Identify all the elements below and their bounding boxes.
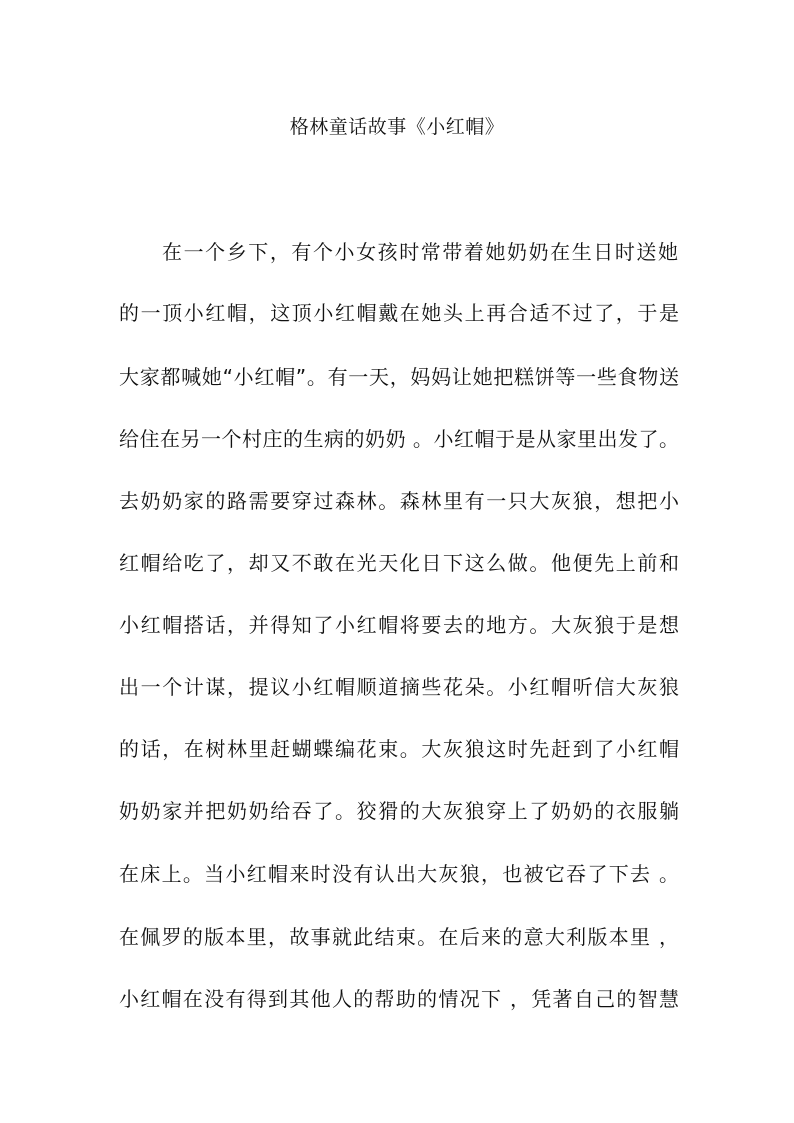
body-line-12: 在佩罗的版本里，故事就此结束。在后来的意大利版本里 ， xyxy=(119,925,679,949)
body-line-6: 红帽给吃了，却又不敢在光天化日下这么做。他便先上前和 xyxy=(119,551,679,575)
body-line-10: 奶奶家并把奶奶给吞了。狡猾的大灰狼穿上了奶奶的衣服躺 xyxy=(119,799,679,823)
body-line-11: 在床上。当小红帽来时没有认出大灰狼，也被它吞了下去 。 xyxy=(119,862,679,886)
body-line-4: 给住在另一个村庄的生病的奶奶 。小红帽于是从家里出发了。 xyxy=(119,427,679,451)
body-line-5: 去奶奶家的路需要穿过森林。森林里有一只大灰狼，想把小 xyxy=(119,489,679,513)
body-line-7: 小红帽搭话，并得知了小红帽将要去的地方。大灰狼于是想 xyxy=(119,613,679,637)
document-title: 格林童话故事《小红帽》 xyxy=(289,116,505,138)
body-line-2: 的一顶小红帽，这顶小红帽戴在她头上再合适不过了，于是 xyxy=(119,301,679,325)
body-line-13: 小红帽在没有得到其他人的帮助的情况下 ，凭著自己的智慧 xyxy=(119,987,679,1011)
body-line-9: 的话，在树林里赶蝴蝶编花束。大灰狼这时先赶到了小红帽 xyxy=(119,737,679,761)
body-line-8: 出一个计谋，提议小红帽顺道摘些花朵。小红帽听信大灰狼 xyxy=(119,675,679,699)
body-line-1: 在一个乡下，有个小女孩时常带着她奶奶在生日时送她 xyxy=(162,240,678,264)
body-line-3: 大家都喊她“小红帽”。有一天，妈妈让她把糕饼等一些食物送 xyxy=(119,365,679,389)
